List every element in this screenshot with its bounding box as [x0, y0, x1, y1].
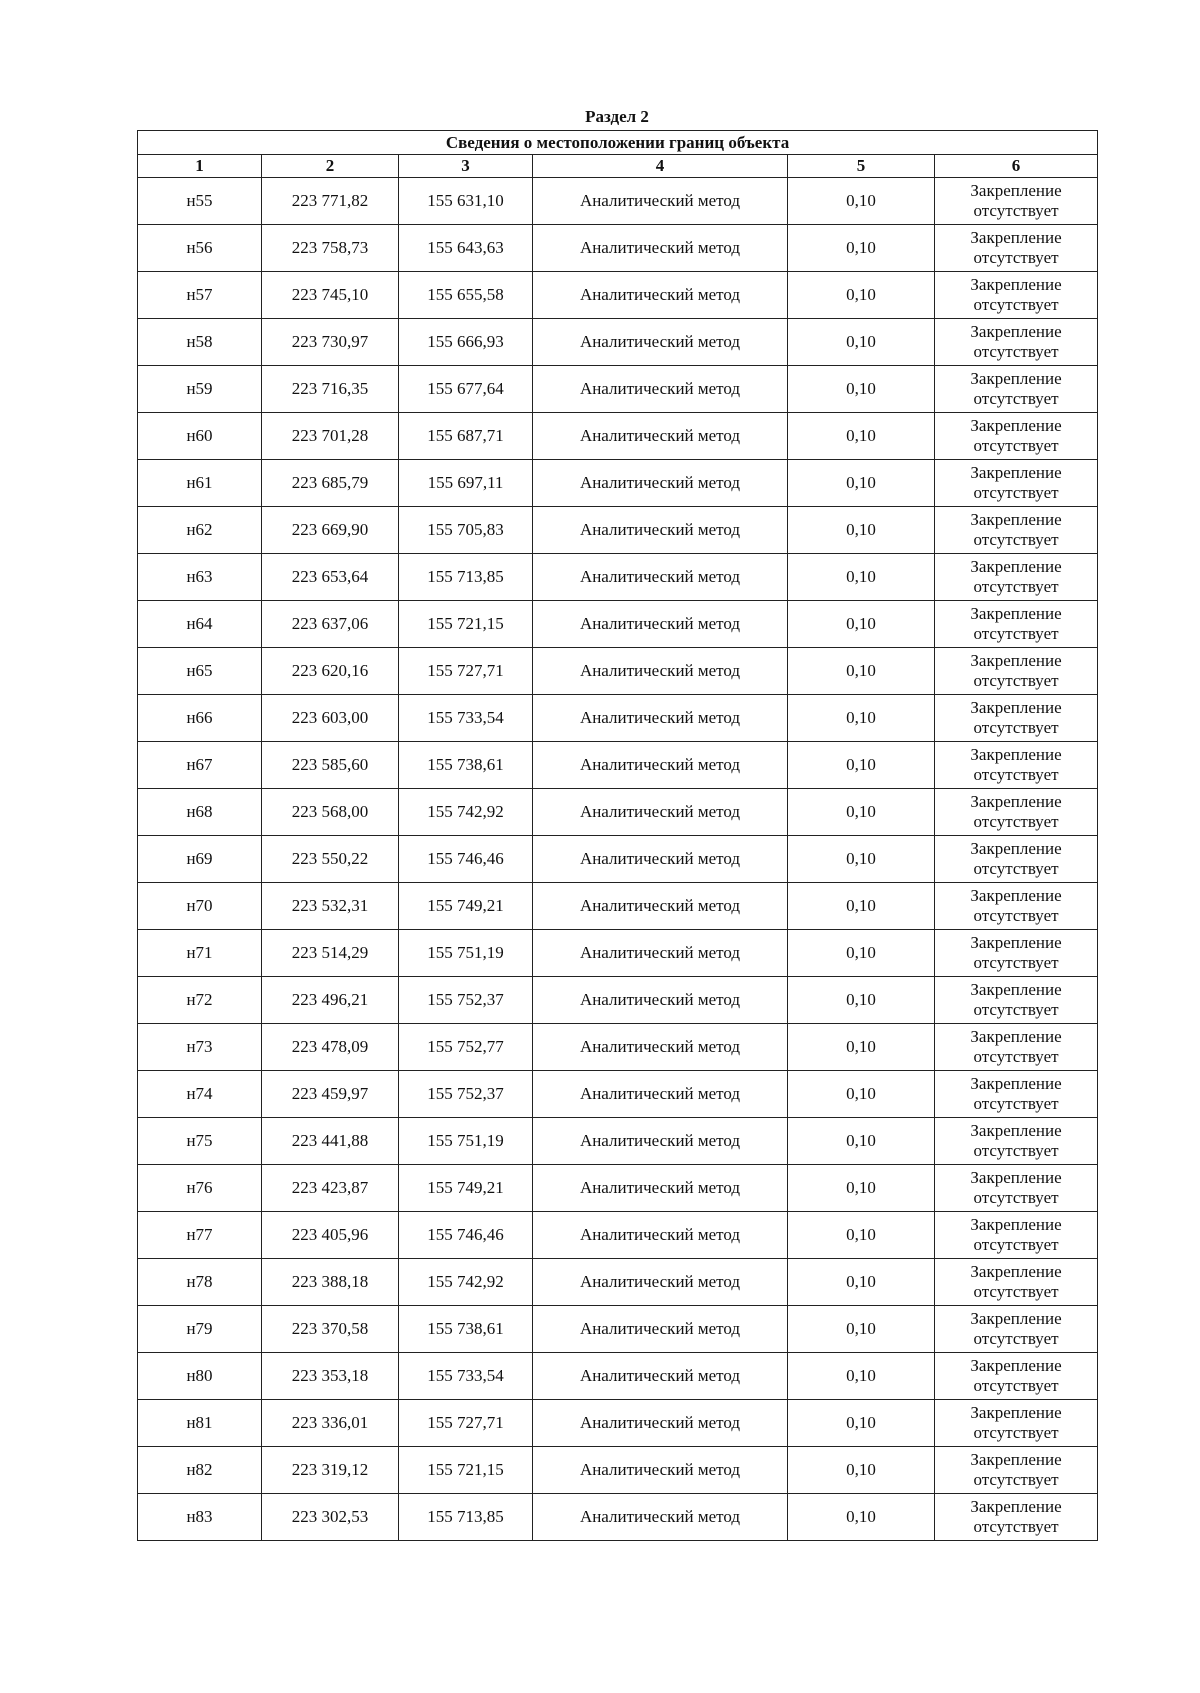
x-coordinate-cell: 223 550,22	[262, 836, 399, 883]
y-coordinate-cell: 155 655,58	[399, 272, 533, 319]
table-row	[138, 883, 1098, 930]
y-coordinate-cell: 155 643,63	[399, 225, 533, 272]
point-cell: н70	[138, 883, 262, 930]
table-row	[138, 460, 1098, 507]
method-cell: Аналитический метод	[533, 1259, 788, 1306]
point-cell: н61	[138, 460, 262, 507]
column-number: 5	[788, 155, 935, 178]
fixing-description-cell: Закрепление отсутствует	[935, 1259, 1098, 1306]
table-row	[138, 836, 1098, 883]
method-cell: Аналитический метод	[533, 1118, 788, 1165]
method-cell: Аналитический метод	[533, 1494, 788, 1541]
table-row	[138, 507, 1098, 554]
x-coordinate-cell: 223 701,28	[262, 413, 399, 460]
y-coordinate-cell: 155 742,92	[399, 789, 533, 836]
x-coordinate-cell: 223 353,18	[262, 1353, 399, 1400]
x-coordinate-cell: 223 336,01	[262, 1400, 399, 1447]
method-cell: Аналитический метод	[533, 695, 788, 742]
point-cell: н68	[138, 789, 262, 836]
table-row	[138, 695, 1098, 742]
method-cell: Аналитический метод	[533, 648, 788, 695]
accuracy-cell: 0,10	[788, 977, 935, 1024]
fixing-description-cell: Закрепление отсутствует	[935, 507, 1098, 554]
accuracy-cell: 0,10	[788, 225, 935, 272]
accuracy-cell: 0,10	[788, 1306, 935, 1353]
point-cell: н83	[138, 1494, 262, 1541]
table-caption: Сведения о местоположении границ объекта	[138, 131, 1098, 155]
y-coordinate-cell: 155 752,37	[399, 1071, 533, 1118]
point-cell: н75	[138, 1118, 262, 1165]
table-row	[138, 601, 1098, 648]
method-cell: Аналитический метод	[533, 601, 788, 648]
x-coordinate-cell: 223 568,00	[262, 789, 399, 836]
accuracy-cell: 0,10	[788, 1494, 935, 1541]
method-cell: Аналитический метод	[533, 1165, 788, 1212]
point-cell: н56	[138, 225, 262, 272]
column-number: 4	[533, 155, 788, 178]
fixing-description-cell: Закрепление отсутствует	[935, 1306, 1098, 1353]
x-coordinate-cell: 223 758,73	[262, 225, 399, 272]
accuracy-cell: 0,10	[788, 1447, 935, 1494]
fixing-description-cell: Закрепление отсутствует	[935, 1071, 1098, 1118]
fixing-description-cell: Закрепление отсутствует	[935, 1353, 1098, 1400]
fixing-description-cell: Закрепление отсутствует	[935, 601, 1098, 648]
method-cell: Аналитический метод	[533, 1212, 788, 1259]
point-cell: н57	[138, 272, 262, 319]
point-cell: н76	[138, 1165, 262, 1212]
fixing-description-cell: Закрепление отсутствует	[935, 883, 1098, 930]
x-coordinate-cell: 223 496,21	[262, 977, 399, 1024]
x-coordinate-cell: 223 370,58	[262, 1306, 399, 1353]
method-cell: Аналитический метод	[533, 225, 788, 272]
table-row	[138, 1400, 1098, 1447]
table-row	[138, 554, 1098, 601]
method-cell: Аналитический метод	[533, 789, 788, 836]
fixing-description-cell: Закрепление отсутствует	[935, 554, 1098, 601]
table-row	[138, 1447, 1098, 1494]
y-coordinate-cell: 155 713,85	[399, 1494, 533, 1541]
y-coordinate-cell: 155 677,64	[399, 366, 533, 413]
x-coordinate-cell: 223 637,06	[262, 601, 399, 648]
x-coordinate-cell: 223 319,12	[262, 1447, 399, 1494]
y-coordinate-cell: 155 749,21	[399, 1165, 533, 1212]
table-caption-row	[138, 131, 1098, 155]
method-cell: Аналитический метод	[533, 507, 788, 554]
method-cell: Аналитический метод	[533, 178, 788, 225]
x-coordinate-cell: 223 685,79	[262, 460, 399, 507]
point-cell: н74	[138, 1071, 262, 1118]
y-coordinate-cell: 155 752,77	[399, 1024, 533, 1071]
fixing-description-cell: Закрепление отсутствует	[935, 1447, 1098, 1494]
method-cell: Аналитический метод	[533, 319, 788, 366]
x-coordinate-cell: 223 771,82	[262, 178, 399, 225]
accuracy-cell: 0,10	[788, 930, 935, 977]
table-row	[138, 319, 1098, 366]
y-coordinate-cell: 155 738,61	[399, 742, 533, 789]
x-coordinate-cell: 223 478,09	[262, 1024, 399, 1071]
method-cell: Аналитический метод	[533, 554, 788, 601]
accuracy-cell: 0,10	[788, 1212, 935, 1259]
method-cell: Аналитический метод	[533, 883, 788, 930]
table-row	[138, 272, 1098, 319]
column-number-row	[138, 155, 1098, 178]
accuracy-cell: 0,10	[788, 366, 935, 413]
accuracy-cell: 0,10	[788, 460, 935, 507]
method-cell: Аналитический метод	[533, 272, 788, 319]
x-coordinate-cell: 223 716,35	[262, 366, 399, 413]
table-row	[138, 178, 1098, 225]
point-cell: н62	[138, 507, 262, 554]
accuracy-cell: 0,10	[788, 319, 935, 366]
point-cell: н66	[138, 695, 262, 742]
method-cell: Аналитический метод	[533, 930, 788, 977]
fixing-description-cell: Закрепление отсутствует	[935, 413, 1098, 460]
y-coordinate-cell: 155 687,71	[399, 413, 533, 460]
accuracy-cell: 0,10	[788, 1071, 935, 1118]
x-coordinate-cell: 223 423,87	[262, 1165, 399, 1212]
table-row	[138, 1306, 1098, 1353]
table-row	[138, 930, 1098, 977]
method-cell: Аналитический метод	[533, 1353, 788, 1400]
point-cell: н69	[138, 836, 262, 883]
fixing-description-cell: Закрепление отсутствует	[935, 178, 1098, 225]
x-coordinate-cell: 223 603,00	[262, 695, 399, 742]
accuracy-cell: 0,10	[788, 648, 935, 695]
y-coordinate-cell: 155 738,61	[399, 1306, 533, 1353]
table-row	[138, 977, 1098, 1024]
method-cell: Аналитический метод	[533, 1071, 788, 1118]
method-cell: Аналитический метод	[533, 977, 788, 1024]
x-coordinate-cell: 223 620,16	[262, 648, 399, 695]
y-coordinate-cell: 155 749,21	[399, 883, 533, 930]
method-cell: Аналитический метод	[533, 1306, 788, 1353]
accuracy-cell: 0,10	[788, 836, 935, 883]
y-coordinate-cell: 155 705,83	[399, 507, 533, 554]
table-body	[138, 178, 1098, 1541]
table-row	[138, 1494, 1098, 1541]
fixing-description-cell: Закрепление отсутствует	[935, 225, 1098, 272]
fixing-description-cell: Закрепление отсутствует	[935, 272, 1098, 319]
point-cell: н59	[138, 366, 262, 413]
y-coordinate-cell: 155 751,19	[399, 930, 533, 977]
accuracy-cell: 0,10	[788, 1118, 935, 1165]
fixing-description-cell: Закрепление отсутствует	[935, 1165, 1098, 1212]
accuracy-cell: 0,10	[788, 789, 935, 836]
fixing-description-cell: Закрепление отсутствует	[935, 366, 1098, 413]
point-cell: н63	[138, 554, 262, 601]
y-coordinate-cell: 155 746,46	[399, 836, 533, 883]
column-number: 6	[935, 155, 1098, 178]
y-coordinate-cell: 155 631,10	[399, 178, 533, 225]
accuracy-cell: 0,10	[788, 742, 935, 789]
x-coordinate-cell: 223 441,88	[262, 1118, 399, 1165]
table-row	[138, 1212, 1098, 1259]
x-coordinate-cell: 223 730,97	[262, 319, 399, 366]
point-cell: н58	[138, 319, 262, 366]
point-cell: н55	[138, 178, 262, 225]
method-cell: Аналитический метод	[533, 1024, 788, 1071]
point-cell: н71	[138, 930, 262, 977]
y-coordinate-cell: 155 733,54	[399, 1353, 533, 1400]
accuracy-cell: 0,10	[788, 507, 935, 554]
fixing-description-cell: Закрепление отсутствует	[935, 460, 1098, 507]
fixing-description-cell: Закрепление отсутствует	[935, 836, 1098, 883]
point-cell: н65	[138, 648, 262, 695]
x-coordinate-cell: 223 669,90	[262, 507, 399, 554]
accuracy-cell: 0,10	[788, 413, 935, 460]
accuracy-cell: 0,10	[788, 1024, 935, 1071]
fixing-description-cell: Закрепление отсутствует	[935, 977, 1098, 1024]
x-coordinate-cell: 223 653,64	[262, 554, 399, 601]
column-number: 2	[262, 155, 399, 178]
method-cell: Аналитический метод	[533, 413, 788, 460]
y-coordinate-cell: 155 727,71	[399, 1400, 533, 1447]
y-coordinate-cell: 155 727,71	[399, 648, 533, 695]
accuracy-cell: 0,10	[788, 695, 935, 742]
table-row	[138, 1259, 1098, 1306]
method-cell: Аналитический метод	[533, 742, 788, 789]
table-row	[138, 1353, 1098, 1400]
accuracy-cell: 0,10	[788, 601, 935, 648]
point-cell: н73	[138, 1024, 262, 1071]
table-row	[138, 225, 1098, 272]
method-cell: Аналитический метод	[533, 1447, 788, 1494]
fixing-description-cell: Закрепление отсутствует	[935, 789, 1098, 836]
method-cell: Аналитический метод	[533, 366, 788, 413]
table-row	[138, 789, 1098, 836]
point-cell: н64	[138, 601, 262, 648]
x-coordinate-cell: 223 585,60	[262, 742, 399, 789]
point-cell: н82	[138, 1447, 262, 1494]
point-cell: н78	[138, 1259, 262, 1306]
y-coordinate-cell: 155 752,37	[399, 977, 533, 1024]
y-coordinate-cell: 155 713,85	[399, 554, 533, 601]
table-row	[138, 742, 1098, 789]
table-row	[138, 1071, 1098, 1118]
table-row	[138, 366, 1098, 413]
column-number: 3	[399, 155, 533, 178]
column-number: 1	[138, 155, 262, 178]
fixing-description-cell: Закрепление отсутствует	[935, 648, 1098, 695]
table-row	[138, 648, 1098, 695]
method-cell: Аналитический метод	[533, 1400, 788, 1447]
fixing-description-cell: Закрепление отсутствует	[935, 1118, 1098, 1165]
table-row	[138, 413, 1098, 460]
accuracy-cell: 0,10	[788, 554, 935, 601]
fixing-description-cell: Закрепление отсутствует	[935, 1024, 1098, 1071]
fixing-description-cell: Закрепление отсутствует	[935, 742, 1098, 789]
x-coordinate-cell: 223 302,53	[262, 1494, 399, 1541]
x-coordinate-cell: 223 532,31	[262, 883, 399, 930]
fixing-description-cell: Закрепление отсутствует	[935, 930, 1098, 977]
method-cell: Аналитический метод	[533, 836, 788, 883]
table-row	[138, 1118, 1098, 1165]
point-cell: н77	[138, 1212, 262, 1259]
point-cell: н81	[138, 1400, 262, 1447]
point-cell: н67	[138, 742, 262, 789]
accuracy-cell: 0,10	[788, 1353, 935, 1400]
accuracy-cell: 0,10	[788, 1165, 935, 1212]
boundary-points-table	[137, 130, 1098, 1541]
fixing-description-cell: Закрепление отсутствует	[935, 319, 1098, 366]
x-coordinate-cell: 223 405,96	[262, 1212, 399, 1259]
point-cell: н72	[138, 977, 262, 1024]
y-coordinate-cell: 155 721,15	[399, 1447, 533, 1494]
method-cell: Аналитический метод	[533, 460, 788, 507]
point-cell: н60	[138, 413, 262, 460]
y-coordinate-cell: 155 742,92	[399, 1259, 533, 1306]
accuracy-cell: 0,10	[788, 883, 935, 930]
fixing-description-cell: Закрепление отсутствует	[935, 695, 1098, 742]
table-row	[138, 1165, 1098, 1212]
fixing-description-cell: Закрепление отсутствует	[935, 1400, 1098, 1447]
table-row	[138, 1024, 1098, 1071]
point-cell: н80	[138, 1353, 262, 1400]
accuracy-cell: 0,10	[788, 1259, 935, 1306]
x-coordinate-cell: 223 459,97	[262, 1071, 399, 1118]
y-coordinate-cell: 155 751,19	[399, 1118, 533, 1165]
y-coordinate-cell: 155 733,54	[399, 695, 533, 742]
fixing-description-cell: Закрепление отсутствует	[935, 1494, 1098, 1541]
accuracy-cell: 0,10	[788, 272, 935, 319]
point-cell: н79	[138, 1306, 262, 1353]
x-coordinate-cell: 223 514,29	[262, 930, 399, 977]
y-coordinate-cell: 155 666,93	[399, 319, 533, 366]
x-coordinate-cell: 223 745,10	[262, 272, 399, 319]
accuracy-cell: 0,10	[788, 178, 935, 225]
y-coordinate-cell: 155 697,11	[399, 460, 533, 507]
y-coordinate-cell: 155 721,15	[399, 601, 533, 648]
fixing-description-cell: Закрепление отсутствует	[935, 1212, 1098, 1259]
section-title: Раздел 2	[585, 107, 649, 126]
y-coordinate-cell: 155 746,46	[399, 1212, 533, 1259]
accuracy-cell: 0,10	[788, 1400, 935, 1447]
x-coordinate-cell: 223 388,18	[262, 1259, 399, 1306]
